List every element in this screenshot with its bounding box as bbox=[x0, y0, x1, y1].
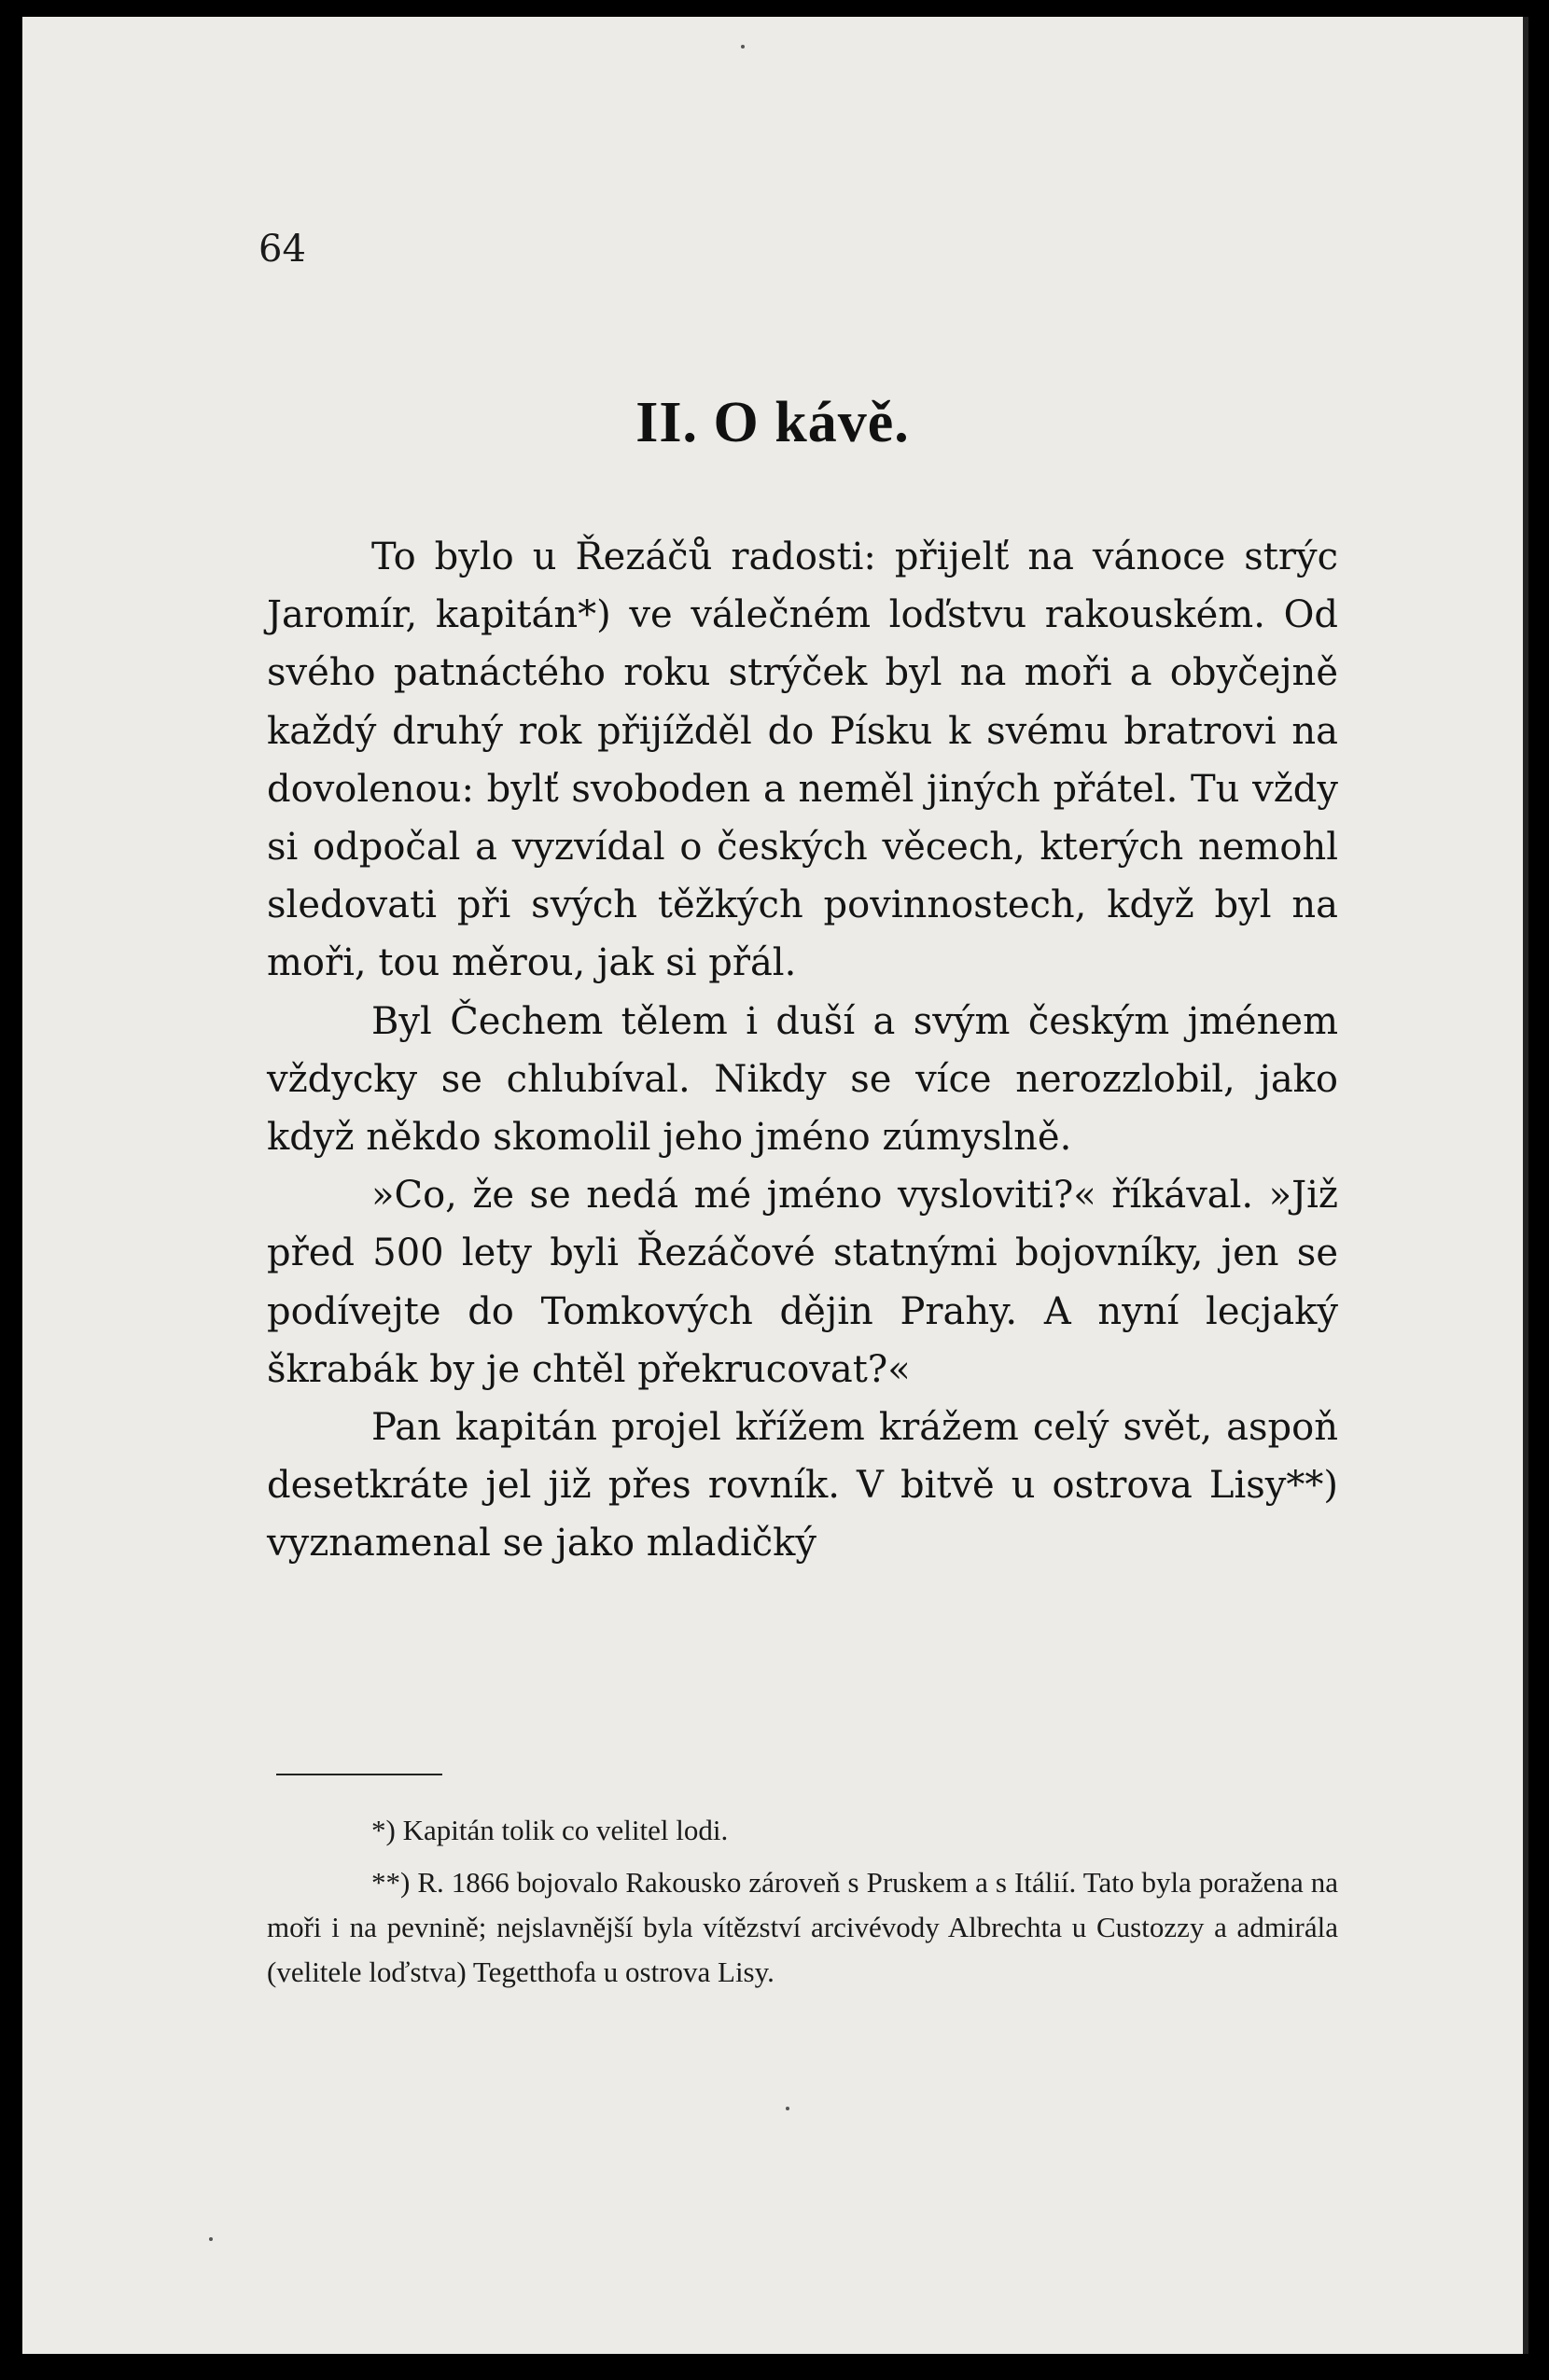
paper-speck bbox=[786, 2107, 789, 2110]
footnote-divider bbox=[276, 1774, 442, 1775]
footnote-2: **) R. 1866 bojovalo Rakousko zároveň s Pruskem a s Itálií. Tato byla poražena na moři i na pevnině; nejslavnější byla vítězství arcivévody Albrechta u Custozzy a admirála (velitele loďstva) Tegetthofa u ostrova Lisy. bbox=[267, 1866, 1338, 1988]
paragraph-3: »Co, že se nedá mé jméno vysloviti?« říkával. »Již před 500 lety byli Řezáčové statnými bojovníky, jen se podívejte do Tomkových dějin Prahy. A nyní lecjaký škrabák by je chtěl překrucovat?« bbox=[267, 1174, 1338, 1391]
footnote-1: *) Kapitán tolik co velitel lodi. bbox=[371, 1814, 729, 1846]
book-page bbox=[22, 17, 1528, 2354]
chapter-title: II. O kávě. bbox=[635, 391, 910, 454]
body-text bbox=[267, 528, 1338, 1573]
paragraph-2: Byl Čechem tělem i duší a svým českým jménem vždycky se chlubíval. Nikdy se více nerozzlobil, jako když někdo skomolil jeho jméno zúmyslně. bbox=[267, 999, 1338, 1160]
paragraph-1: To bylo u Řezáčů radosti: přijelť na vánoce strýc Jaromír, kapitán*) ve válečném loďstvu rakouském. Od svého patnáctého roku strýček byl na moři a obyčejně každý druhý rok přijížděl do Písku k svému bratrovi na dovolenou: bylť svoboden a neměl jiných přátel. Tu vždy si odpočal a vyzvídal o českých věcech, kterých nemohl sledovati při svých těžkých povinnostech, když byl na moři, tou měrou, jak si přál. bbox=[267, 536, 1338, 985]
page-number: 64 bbox=[258, 228, 306, 271]
paragraph-4: Pan kapitán projel křížem krážem celý svět, aspoň desetkráte jel již přes rovník. V bitvě u ostrova Lisy**) vyznamenal se jako mladičký bbox=[267, 1406, 1338, 1566]
footnotes bbox=[267, 1808, 1338, 2002]
paper-speck bbox=[741, 45, 745, 49]
paper-speck bbox=[209, 2237, 213, 2241]
